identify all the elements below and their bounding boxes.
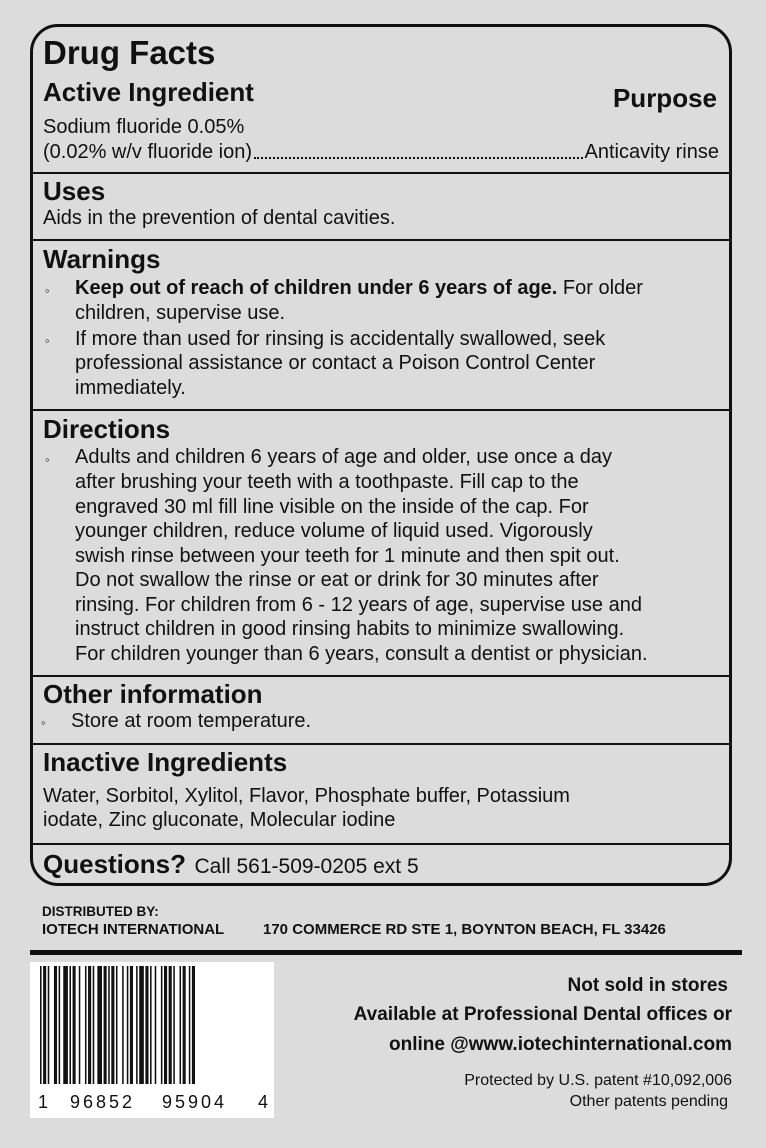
barcode-bar: [93, 966, 95, 1084]
distributed-by-label: DISTRIBUTED BY:: [42, 904, 159, 919]
warning-1-line-1: [75, 276, 643, 301]
barcode-bar: [59, 966, 61, 1084]
barcode-bar: [130, 966, 133, 1084]
dot-leader: [254, 140, 583, 159]
barcode-bar: [145, 966, 148, 1084]
other-information-text: Store at room temperature.: [71, 710, 312, 732]
warnings-section: [33, 239, 729, 411]
barcode-bar: [136, 966, 138, 1084]
questions-section: [33, 843, 729, 886]
directions-line: rinsing. For children from 6 - 12 years of age, supervise use and: [75, 594, 642, 616]
barcode-bar: [43, 966, 46, 1084]
directions-line: swish rinse between your teeth for 1 minute and then spit out.: [75, 545, 620, 567]
ingredient-line-1: Sodium fluoride 0.05%: [43, 116, 245, 138]
barcode-bar: [104, 966, 107, 1084]
barcode-bar: [97, 966, 102, 1084]
ingredient-row: [43, 140, 719, 165]
warning-1-bold: Keep out of reach of children under 6 years of age.: [75, 277, 558, 299]
barcode-bar: [127, 966, 129, 1084]
barcode-bar: [116, 966, 118, 1084]
ingredient-line-2: (0.02% w/v fluoride ion): [43, 141, 252, 163]
footer-line-3: online @www.iotechinternational.com: [389, 1034, 732, 1055]
barcode-bar: [189, 966, 191, 1084]
purpose-text: Anticavity rinse: [584, 141, 719, 163]
barcode-bar: [111, 966, 114, 1084]
drug-facts-title: Drug Facts: [43, 34, 216, 71]
purpose-heading: Purpose: [612, 83, 717, 113]
warning-2-line-3: immediately.: [75, 377, 186, 399]
bullet-icon: ◦: [45, 452, 50, 467]
warning-1-line-2: children, supervise use.: [75, 302, 286, 324]
barcode-bar: [122, 966, 124, 1084]
barcode-bars: [40, 966, 264, 1084]
uses-text: Aids in the prevention of dental cavities.: [43, 207, 396, 229]
bullet-icon: ◦: [45, 333, 50, 348]
inactive-line-2: iodate, Zinc gluconate, Molecular iodine: [43, 809, 396, 831]
barcode-bar: [173, 966, 175, 1084]
barcode-bar: [85, 966, 87, 1084]
directions-line: Adults and children 6 years of age and older, use once a day: [75, 446, 613, 468]
patent-pending-text: Other patents pending: [569, 1093, 728, 1110]
directions-line: younger children, reduce volume of liquid used. Vigorously: [75, 520, 593, 542]
drug-facts-panel: [30, 24, 732, 886]
barcode-bar: [48, 966, 50, 1084]
distributor-name: IOTECH INTERNATIONAL: [42, 921, 225, 938]
directions-heading: Directions: [43, 414, 171, 444]
patent-text: Protected by U.S. patent #10,092,006: [464, 1072, 732, 1089]
barcode-digit: 95904: [162, 1092, 228, 1112]
questions-heading: Questions?: [43, 849, 187, 879]
barcode-bar: [161, 966, 163, 1084]
warnings-heading: Warnings: [43, 244, 161, 274]
barcode-bar: [192, 966, 195, 1084]
active-ingredient-heading: Active Ingredient: [43, 77, 254, 107]
other-information-heading: Other information: [43, 679, 263, 709]
barcode-bar: [150, 966, 152, 1084]
barcode-bar: [139, 966, 144, 1084]
barcode-bar: [180, 966, 182, 1084]
barcode: [30, 962, 274, 1118]
barcode-bar: [69, 966, 71, 1084]
directions-line: engraved 30 ml fill line visible on the inside of the cap. For: [75, 496, 589, 518]
bullet-icon: ◦: [41, 715, 46, 730]
warning-2-line-1: If more than used for rinsing is accidentally swallowed, seek: [75, 328, 606, 350]
directions-line: instruct children in good rinsing habits to minimize swallowing.: [75, 618, 625, 640]
barcode-digit: 1: [38, 1092, 49, 1112]
questions-row: [43, 849, 419, 880]
barcode-bar: [155, 966, 157, 1084]
warning-2-line-2: professional assistance or contact a Poison Control Center: [75, 352, 596, 374]
directions-section: [33, 409, 729, 677]
barcode-bar: [73, 966, 76, 1084]
inactive-line-1: Water, Sorbitol, Xylitol, Flavor, Phosphate buffer, Potassium: [43, 785, 570, 807]
barcode-digit: 96852: [70, 1092, 136, 1112]
barcode-bar: [164, 966, 167, 1084]
barcode-bar: [79, 966, 81, 1084]
active-ingredient-section: [33, 27, 729, 174]
questions-phone: Call 561-509-0205 ext 5: [194, 855, 419, 878]
uses-section: [33, 172, 729, 241]
inactive-ingredients-section: [33, 743, 729, 845]
barcode-bar: [108, 966, 110, 1084]
directions-line: after brushing your teeth with a toothpaste. Fill cap to the: [75, 471, 579, 493]
other-information-section: [33, 675, 729, 745]
barcode-bar: [169, 966, 172, 1084]
footer-line-1: Not sold in stores: [567, 975, 728, 996]
bullet-icon: ◦: [45, 283, 50, 298]
inactive-ingredients-heading: Inactive Ingredients: [43, 747, 288, 777]
barcode-digit: 4: [258, 1092, 269, 1112]
divider-rule: [30, 950, 742, 955]
uses-heading: Uses: [43, 176, 106, 206]
distributor-address: 170 COMMERCE RD STE 1, BOYNTON BEACH, FL 33426: [263, 921, 666, 938]
footer-line-2: Available at Professional Dental offices or: [353, 1004, 732, 1025]
barcode-bar: [183, 966, 186, 1084]
directions-line: Do not swallow the rinse or eat or drink for 30 minutes after: [75, 569, 599, 591]
barcode-bar: [40, 966, 42, 1084]
barcode-bar: [88, 966, 91, 1084]
barcode-bar: [54, 966, 57, 1084]
barcode-bar: [63, 966, 68, 1084]
directions-line: For children younger than 6 years, consult a dentist or physician.: [75, 643, 648, 665]
warning-1-rest: For older: [562, 277, 643, 299]
